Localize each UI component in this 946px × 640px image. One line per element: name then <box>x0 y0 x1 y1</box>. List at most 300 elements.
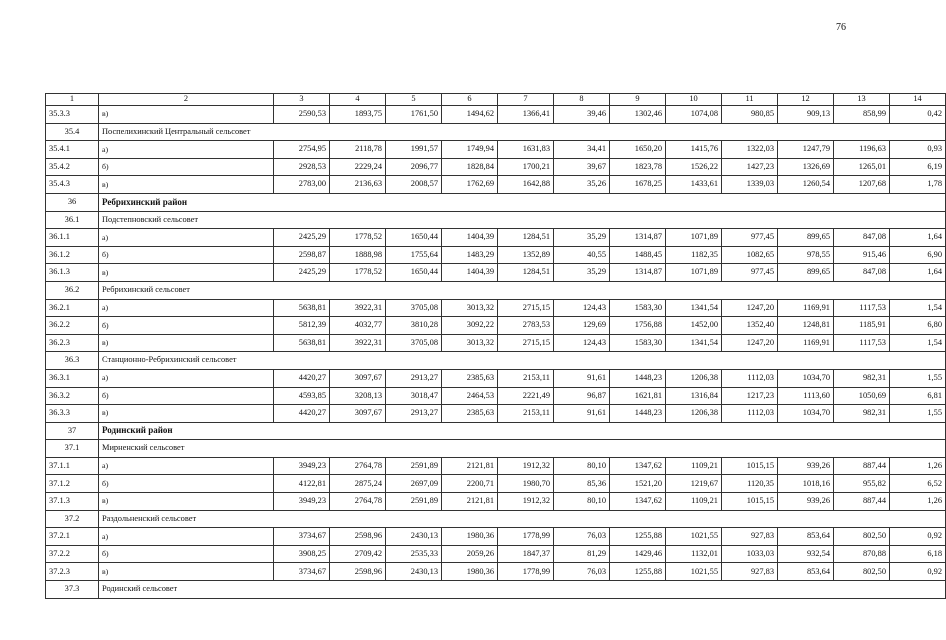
table-cell: 1888,98 <box>330 246 386 264</box>
table-cell: 3922,31 <box>330 299 386 317</box>
table-cell: 1778,52 <box>330 264 386 282</box>
district-title: Родинский район <box>99 422 946 440</box>
table-cell: 3949,23 <box>274 457 330 475</box>
table-cell: 915,46 <box>834 246 890 264</box>
table-cell: 847,08 <box>834 229 890 247</box>
table-cell: 1778,99 <box>498 528 554 546</box>
table-cell: 1404,39 <box>442 264 498 282</box>
row-variant: а) <box>99 457 274 475</box>
table-cell: 1322,03 <box>722 141 778 159</box>
row-variant: а) <box>99 141 274 159</box>
row-variant: б) <box>99 317 274 335</box>
row-code: 36.2.3 <box>46 334 99 352</box>
table-cell: 1912,32 <box>498 457 554 475</box>
table-cell: 2153,11 <box>498 405 554 423</box>
table-cell: 1823,78 <box>610 158 666 176</box>
table-cell: 1,26 <box>890 493 946 511</box>
table-cell: 1980,36 <box>442 528 498 546</box>
table-cell: 1034,70 <box>778 405 834 423</box>
table-cell: 1448,23 <box>610 369 666 387</box>
row-code: 37.2.3 <box>46 563 99 581</box>
table-body <box>46 106 946 599</box>
table-row <box>46 246 946 264</box>
table-cell: 1,78 <box>890 176 946 194</box>
table-cell: 6,18 <box>890 545 946 563</box>
row-code: 36.1 <box>46 211 99 229</box>
table-row <box>46 141 946 159</box>
row-variant: б) <box>99 158 274 176</box>
table-cell: 1980,70 <box>498 475 554 493</box>
table-cell: 2764,78 <box>330 457 386 475</box>
row-code: 36.1.1 <box>46 229 99 247</box>
table-cell: 1284,51 <box>498 229 554 247</box>
table-cell: 1828,84 <box>442 158 498 176</box>
table-cell: 1255,88 <box>610 563 666 581</box>
table-cell: 2385,63 <box>442 369 498 387</box>
table-cell: 1247,20 <box>722 299 778 317</box>
table-cell: 2754,95 <box>274 141 330 159</box>
table-cell: 1015,15 <box>722 493 778 511</box>
section-row <box>46 510 946 528</box>
column-header: 11 <box>722 94 778 106</box>
row-variant: в) <box>99 493 274 511</box>
row-variant: а) <box>99 229 274 247</box>
table-cell: 2783,53 <box>498 317 554 335</box>
table-cell: 1433,61 <box>666 176 722 194</box>
table-cell: 1,26 <box>890 457 946 475</box>
table-cell: 927,83 <box>722 563 778 581</box>
table-cell: 2121,81 <box>442 493 498 511</box>
table-cell: 932,54 <box>778 545 834 563</box>
table-cell: 39,46 <box>554 106 610 124</box>
table-cell: 1700,21 <box>498 158 554 176</box>
table-cell: 3018,47 <box>386 387 442 405</box>
table-cell: 1,54 <box>890 299 946 317</box>
section-title: Подстепновский сельсовет <box>99 211 946 229</box>
table-cell: 1,55 <box>890 369 946 387</box>
table-cell: 939,26 <box>778 493 834 511</box>
table-cell: 3810,28 <box>386 317 442 335</box>
row-code: 36.3.1 <box>46 369 99 387</box>
table-row <box>46 334 946 352</box>
table-cell: 853,64 <box>778 563 834 581</box>
table-cell: 1778,99 <box>498 563 554 581</box>
table-cell: 1347,62 <box>610 457 666 475</box>
table-cell: 1034,70 <box>778 369 834 387</box>
section-title: Раздольненский сельсовет <box>99 510 946 528</box>
column-header: 10 <box>666 94 722 106</box>
table-cell: 1316,84 <box>666 387 722 405</box>
table-cell: 977,45 <box>722 229 778 247</box>
table-cell: 4032,77 <box>330 317 386 335</box>
table-cell: 1117,53 <box>834 334 890 352</box>
row-variant: а) <box>99 299 274 317</box>
table-cell: 2709,42 <box>330 545 386 563</box>
table-cell: 5638,81 <box>274 299 330 317</box>
table-cell: 1761,50 <box>386 106 442 124</box>
column-header: 1 <box>46 94 99 106</box>
column-header: 9 <box>610 94 666 106</box>
table-cell: 4420,27 <box>274 369 330 387</box>
table-cell: 2430,13 <box>386 528 442 546</box>
table-cell: 5638,81 <box>274 334 330 352</box>
table-cell: 1206,38 <box>666 405 722 423</box>
table-cell: 1071,89 <box>666 264 722 282</box>
table-cell: 977,45 <box>722 264 778 282</box>
table-cell: 2591,89 <box>386 457 442 475</box>
table-cell: 3013,32 <box>442 334 498 352</box>
table-row <box>46 106 946 124</box>
table-cell: 1,64 <box>890 264 946 282</box>
table-row <box>46 405 946 423</box>
table-cell: 2059,26 <box>442 545 498 563</box>
table-cell: 1302,46 <box>610 106 666 124</box>
table-row <box>46 176 946 194</box>
row-variant: в) <box>99 334 274 352</box>
table-cell: 1314,87 <box>610 264 666 282</box>
table-cell: 853,64 <box>778 528 834 546</box>
table-cell: 1,64 <box>890 229 946 247</box>
row-variant: в) <box>99 405 274 423</box>
table-cell: 2913,27 <box>386 369 442 387</box>
table-cell: 0,92 <box>890 528 946 546</box>
table-cell: 1,55 <box>890 405 946 423</box>
table-cell: 1893,75 <box>330 106 386 124</box>
table-cell: 870,88 <box>834 545 890 563</box>
table-cell: 1219,67 <box>666 475 722 493</box>
row-code: 36.2.1 <box>46 299 99 317</box>
table-cell: 982,31 <box>834 369 890 387</box>
table-cell: 76,03 <box>554 563 610 581</box>
table-cell: 1778,52 <box>330 229 386 247</box>
table-cell: 1247,20 <box>722 334 778 352</box>
row-code: 36.2.2 <box>46 317 99 335</box>
table-cell: 0,93 <box>890 141 946 159</box>
row-variant: в) <box>99 264 274 282</box>
table-cell: 4593,85 <box>274 387 330 405</box>
table-row <box>46 299 946 317</box>
row-code: 37 <box>46 422 99 440</box>
table-cell: 1248,81 <box>778 317 834 335</box>
table-cell: 887,44 <box>834 457 890 475</box>
table-cell: 1247,79 <box>778 141 834 159</box>
row-code: 35.4.2 <box>46 158 99 176</box>
table-cell: 2715,15 <box>498 299 554 317</box>
row-variant: а) <box>99 369 274 387</box>
table-cell: 1650,20 <box>610 141 666 159</box>
table-cell: 2385,63 <box>442 405 498 423</box>
row-code: 37.3 <box>46 581 99 599</box>
column-header: 8 <box>554 94 610 106</box>
column-header: 6 <box>442 94 498 106</box>
table-cell: 1429,46 <box>610 545 666 563</box>
table-cell: 2590,53 <box>274 106 330 124</box>
table-cell: 1071,89 <box>666 229 722 247</box>
section-row <box>46 123 946 141</box>
table-row <box>46 229 946 247</box>
row-code: 37.1.2 <box>46 475 99 493</box>
section-row <box>46 352 946 370</box>
table-row <box>46 158 946 176</box>
table-cell: 978,55 <box>778 246 834 264</box>
table-cell: 1206,38 <box>666 369 722 387</box>
table-cell: 1314,87 <box>610 229 666 247</box>
table-cell: 1112,03 <box>722 369 778 387</box>
section-row <box>46 281 946 299</box>
table-cell: 1196,63 <box>834 141 890 159</box>
table-cell: 35,26 <box>554 176 610 194</box>
district-row <box>46 422 946 440</box>
table-cell: 3908,25 <box>274 545 330 563</box>
table-cell: 1255,88 <box>610 528 666 546</box>
row-code: 37.1.1 <box>46 457 99 475</box>
table-cell: 1756,88 <box>610 317 666 335</box>
row-code: 36.1.3 <box>46 264 99 282</box>
column-header: 12 <box>778 94 834 106</box>
table-cell: 1521,20 <box>610 475 666 493</box>
table-cell: 3705,08 <box>386 334 442 352</box>
table-cell: 5812,39 <box>274 317 330 335</box>
table-cell: 2464,53 <box>442 387 498 405</box>
table-cell: 1050,69 <box>834 387 890 405</box>
table-cell: 982,31 <box>834 405 890 423</box>
table-cell: 1583,30 <box>610 299 666 317</box>
table-cell: 2697,09 <box>386 475 442 493</box>
table-cell: 1,54 <box>890 334 946 352</box>
table-cell: 1341,54 <box>666 299 722 317</box>
table-cell: 1448,23 <box>610 405 666 423</box>
table-cell: 2425,29 <box>274 264 330 282</box>
table-cell: 2598,96 <box>330 528 386 546</box>
table-cell: 980,85 <box>722 106 778 124</box>
table-cell: 1678,25 <box>610 176 666 194</box>
table-cell: 1912,32 <box>498 493 554 511</box>
district-title: Ребрихинский район <box>99 193 946 211</box>
row-code: 37.2.2 <box>46 545 99 563</box>
table-cell: 2118,78 <box>330 141 386 159</box>
table-cell: 2221,49 <box>498 387 554 405</box>
table-cell: 3208,13 <box>330 387 386 405</box>
table-cell: 1109,21 <box>666 457 722 475</box>
section-row <box>46 211 946 229</box>
table-cell: 4420,27 <box>274 405 330 423</box>
table-cell: 1182,35 <box>666 246 722 264</box>
table-cell: 3092,22 <box>442 317 498 335</box>
table-cell: 1185,91 <box>834 317 890 335</box>
table-cell: 2913,27 <box>386 405 442 423</box>
district-row <box>46 193 946 211</box>
table-row <box>46 369 946 387</box>
table-cell: 1642,88 <box>498 176 554 194</box>
table-cell: 6,80 <box>890 317 946 335</box>
row-variant: в) <box>99 106 274 124</box>
table-cell: 1749,94 <box>442 141 498 159</box>
table-cell: 1631,83 <box>498 141 554 159</box>
row-code: 37.2 <box>46 510 99 528</box>
table-row <box>46 528 946 546</box>
table-cell: 35,29 <box>554 264 610 282</box>
table-cell: 1583,30 <box>610 334 666 352</box>
table-cell: 2200,71 <box>442 475 498 493</box>
table-cell: 887,44 <box>834 493 890 511</box>
section-title: Родинский сельсовет <box>99 581 946 599</box>
data-table <box>45 93 946 599</box>
row-code: 36.3.2 <box>46 387 99 405</box>
table-cell: 939,26 <box>778 457 834 475</box>
table-cell: 1415,76 <box>666 141 722 159</box>
table-cell: 1494,62 <box>442 106 498 124</box>
table-cell: 2096,77 <box>386 158 442 176</box>
table-row <box>46 387 946 405</box>
table-cell: 1366,41 <box>498 106 554 124</box>
table-cell: 91,61 <box>554 405 610 423</box>
row-variant: в) <box>99 563 274 581</box>
row-code: 36.3.3 <box>46 405 99 423</box>
table-cell: 91,61 <box>554 369 610 387</box>
row-variant: в) <box>99 176 274 194</box>
table-cell: 0,42 <box>890 106 946 124</box>
table-cell: 1082,65 <box>722 246 778 264</box>
table-row <box>46 493 946 511</box>
table-cell: 2229,24 <box>330 158 386 176</box>
table-cell: 1169,91 <box>778 299 834 317</box>
page-number: 76 <box>836 22 846 33</box>
table-cell: 6,81 <box>890 387 946 405</box>
table-cell: 1347,62 <box>610 493 666 511</box>
table-cell: 1483,29 <box>442 246 498 264</box>
table-cell: 899,65 <box>778 229 834 247</box>
table-cell: 2875,24 <box>330 475 386 493</box>
table-row <box>46 563 946 581</box>
table-cell: 3705,08 <box>386 299 442 317</box>
table-cell: 3013,32 <box>442 299 498 317</box>
section-title: Поспелихинский Центральный сельсовет <box>99 123 946 141</box>
table-cell: 2783,00 <box>274 176 330 194</box>
table-cell: 858,99 <box>834 106 890 124</box>
table-cell: 1427,23 <box>722 158 778 176</box>
table-cell: 6,52 <box>890 475 946 493</box>
table-cell: 6,19 <box>890 158 946 176</box>
table-cell: 1755,64 <box>386 246 442 264</box>
table-row <box>46 264 946 282</box>
table-cell: 34,41 <box>554 141 610 159</box>
table-cell: 40,55 <box>554 246 610 264</box>
table-cell: 1650,44 <box>386 264 442 282</box>
table-cell: 2764,78 <box>330 493 386 511</box>
column-header: 14 <box>890 94 946 106</box>
table-cell: 1526,22 <box>666 158 722 176</box>
table-cell: 1021,55 <box>666 563 722 581</box>
table-cell: 2535,33 <box>386 545 442 563</box>
table-cell: 1120,35 <box>722 475 778 493</box>
table-cell: 2591,89 <box>386 493 442 511</box>
table-row <box>46 475 946 493</box>
table-cell: 2425,29 <box>274 229 330 247</box>
table-cell: 2598,87 <box>274 246 330 264</box>
table-cell: 802,50 <box>834 528 890 546</box>
row-code: 36.3 <box>46 352 99 370</box>
table-cell: 2153,11 <box>498 369 554 387</box>
row-code: 37.1 <box>46 440 99 458</box>
table-cell: 1621,81 <box>610 387 666 405</box>
column-header: 13 <box>834 94 890 106</box>
row-variant: б) <box>99 545 274 563</box>
table-cell: 3949,23 <box>274 493 330 511</box>
table-cell: 1260,54 <box>778 176 834 194</box>
table-cell: 1265,01 <box>834 158 890 176</box>
table-cell: 1488,45 <box>610 246 666 264</box>
table-cell: 1113,60 <box>778 387 834 405</box>
table-cell: 1015,15 <box>722 457 778 475</box>
table-cell: 1762,69 <box>442 176 498 194</box>
section-title: Станционно-Ребрихинский сельсовет <box>99 352 946 370</box>
table-cell: 1217,23 <box>722 387 778 405</box>
table-cell: 80,10 <box>554 457 610 475</box>
table-cell: 39,67 <box>554 158 610 176</box>
table-cell: 124,43 <box>554 334 610 352</box>
table-cell: 81,29 <box>554 545 610 563</box>
table-cell: 2928,53 <box>274 158 330 176</box>
table-cell: 85,36 <box>554 475 610 493</box>
table-cell: 1021,55 <box>666 528 722 546</box>
row-code: 37.2.1 <box>46 528 99 546</box>
table-cell: 1404,39 <box>442 229 498 247</box>
table-cell: 1341,54 <box>666 334 722 352</box>
column-header: 3 <box>274 94 330 106</box>
table-cell: 909,13 <box>778 106 834 124</box>
table-cell: 1847,37 <box>498 545 554 563</box>
table-cell: 2430,13 <box>386 563 442 581</box>
table-row <box>46 317 946 335</box>
table-cell: 1132,01 <box>666 545 722 563</box>
row-code: 35.3.3 <box>46 106 99 124</box>
table-cell: 3097,67 <box>330 405 386 423</box>
table-cell: 2715,15 <box>498 334 554 352</box>
table-row <box>46 457 946 475</box>
table-cell: 899,65 <box>778 264 834 282</box>
table-cell: 76,03 <box>554 528 610 546</box>
row-variant: б) <box>99 246 274 264</box>
table-cell: 802,50 <box>834 563 890 581</box>
row-variant: б) <box>99 387 274 405</box>
table-cell: 1326,69 <box>778 158 834 176</box>
table-cell: 1650,44 <box>386 229 442 247</box>
table-cell: 3922,31 <box>330 334 386 352</box>
table-cell: 129,69 <box>554 317 610 335</box>
table-cell: 2121,81 <box>442 457 498 475</box>
table-cell: 1033,03 <box>722 545 778 563</box>
row-code: 36.1.2 <box>46 246 99 264</box>
table-cell: 1112,03 <box>722 405 778 423</box>
section-row <box>46 581 946 599</box>
table-cell: 35,29 <box>554 229 610 247</box>
table-cell: 1352,40 <box>722 317 778 335</box>
row-variant: б) <box>99 475 274 493</box>
table-cell: 3097,67 <box>330 369 386 387</box>
column-header: 7 <box>498 94 554 106</box>
row-code: 35.4.1 <box>46 141 99 159</box>
section-row <box>46 440 946 458</box>
table-cell: 2136,63 <box>330 176 386 194</box>
row-variant: а) <box>99 528 274 546</box>
table-cell: 1284,51 <box>498 264 554 282</box>
table-row <box>46 545 946 563</box>
table-cell: 124,43 <box>554 299 610 317</box>
table-cell: 955,82 <box>834 475 890 493</box>
table-cell: 4122,81 <box>274 475 330 493</box>
table-cell: 3734,67 <box>274 528 330 546</box>
column-header: 5 <box>386 94 442 106</box>
